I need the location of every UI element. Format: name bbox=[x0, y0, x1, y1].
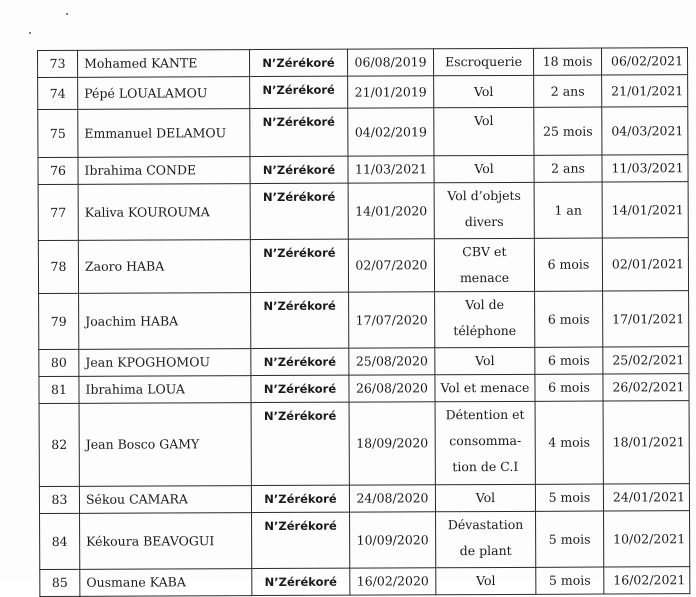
row-number: 82 bbox=[39, 403, 79, 486]
table-row bbox=[38, 75, 688, 110]
offense-label: Vol d’objets divers bbox=[434, 182, 534, 238]
row-number: 77 bbox=[38, 184, 78, 240]
row-number: 79 bbox=[39, 293, 79, 349]
detainee-name: Joachim HABA bbox=[79, 293, 251, 350]
row-number: 73 bbox=[38, 50, 78, 77]
table-row bbox=[39, 291, 689, 350]
city-label: N’Zérékoré bbox=[252, 568, 350, 595]
city-label: N’Zérékoré bbox=[251, 348, 349, 375]
start-date: 18/09/2020 bbox=[349, 402, 435, 485]
start-date: 14/01/2020 bbox=[348, 183, 434, 239]
city-label: N’Zérékoré bbox=[251, 375, 349, 402]
detainee-name: Ibrahima LOUA bbox=[79, 376, 251, 404]
detainee-name: Mohamed KANTE bbox=[78, 50, 250, 78]
row-number: 74 bbox=[38, 77, 78, 109]
detainee-name: Ousmane KABA bbox=[80, 569, 252, 597]
sentence-duration: 1 an bbox=[534, 182, 602, 238]
offense-label: Vol bbox=[436, 567, 536, 594]
city-label: N’Zérékoré bbox=[251, 485, 349, 512]
city-label: N’Zérékoré bbox=[250, 49, 348, 76]
start-date: 24/08/2020 bbox=[349, 485, 435, 512]
row-number: 83 bbox=[39, 486, 79, 513]
table-row bbox=[39, 484, 689, 514]
start-date: 06/08/2019 bbox=[347, 49, 433, 76]
start-date: 04/02/2019 bbox=[348, 108, 434, 156]
city-label: N’Zérékoré bbox=[250, 156, 348, 183]
release-date: 25/02/2021 bbox=[603, 347, 689, 374]
sentence-duration: 18 mois bbox=[533, 48, 601, 75]
table-body bbox=[38, 48, 690, 597]
sentence-duration: 6 mois bbox=[534, 238, 602, 291]
start-date: 21/01/2019 bbox=[348, 76, 434, 108]
sentence-duration: 6 mois bbox=[535, 347, 603, 374]
start-date: 10/09/2020 bbox=[350, 512, 436, 568]
table-row bbox=[38, 107, 688, 158]
scan-speck bbox=[66, 13, 68, 15]
row-number: 84 bbox=[40, 513, 80, 569]
detainee-name: Emmanuel DELAMOU bbox=[78, 109, 250, 158]
detainee-name: Pépé LOUALAMOU bbox=[78, 77, 250, 110]
city-label: N’Zérékoré bbox=[250, 239, 348, 292]
sentence-duration: 6 mois bbox=[535, 291, 603, 347]
table-row bbox=[38, 48, 688, 78]
detainee-register-table bbox=[37, 47, 690, 597]
start-date: 02/07/2020 bbox=[348, 239, 434, 292]
offense-label: Vol bbox=[434, 107, 534, 155]
release-date: 26/02/2021 bbox=[603, 374, 689, 401]
offense-label: Détention et consomma-tion de C.I bbox=[435, 401, 535, 484]
release-date: 21/01/2021 bbox=[602, 75, 688, 107]
sentence-duration: 2 ans bbox=[534, 155, 602, 182]
offense-label: Escroquerie bbox=[433, 48, 533, 75]
offense-label: Dévastation de plant bbox=[436, 511, 536, 567]
sentence-duration: 5 mois bbox=[536, 511, 604, 567]
release-date: 17/01/2021 bbox=[603, 291, 689, 347]
offense-label: Vol et menace bbox=[435, 374, 535, 401]
release-date: 11/03/2021 bbox=[602, 155, 688, 182]
table-row bbox=[39, 347, 689, 377]
table-row bbox=[40, 567, 690, 597]
offense-label: Vol bbox=[435, 347, 535, 374]
release-date: 02/01/2021 bbox=[602, 238, 688, 291]
release-date: 10/02/2021 bbox=[604, 511, 690, 567]
offense-label: Vol bbox=[434, 75, 534, 107]
city-label: N’Zérékoré bbox=[250, 76, 348, 108]
start-date: 25/08/2020 bbox=[349, 348, 435, 375]
city-label: N’Zérékoré bbox=[250, 183, 348, 239]
row-number: 81 bbox=[39, 376, 79, 403]
row-number: 75 bbox=[38, 109, 78, 157]
release-date: 16/02/2021 bbox=[604, 567, 690, 594]
table-row bbox=[40, 511, 690, 570]
detainee-name: Kaliva KOUROUMA bbox=[78, 184, 250, 241]
offense-label: Vol bbox=[435, 484, 535, 511]
offense-label: Vol bbox=[434, 155, 534, 182]
row-number: 76 bbox=[38, 157, 78, 184]
row-number: 85 bbox=[40, 569, 80, 596]
offense-label: CBV et menace bbox=[434, 238, 534, 291]
detainee-name: Kékoura BEAVOGUI bbox=[80, 513, 252, 570]
detainee-name: Ibrahima CONDE bbox=[78, 157, 250, 185]
release-date: 14/01/2021 bbox=[602, 182, 688, 238]
row-number: 80 bbox=[39, 349, 79, 376]
detainee-name: Jean Bosco GAMY bbox=[79, 403, 251, 487]
offense-label: Vol de téléphone bbox=[435, 291, 535, 347]
sentence-duration: 5 mois bbox=[535, 484, 603, 511]
start-date: 16/02/2020 bbox=[350, 568, 436, 595]
table-row bbox=[38, 155, 688, 185]
scan-speck bbox=[29, 32, 31, 34]
detainee-name: Jean KPOGHOMOU bbox=[79, 349, 251, 377]
city-label: N’Zérékoré bbox=[251, 402, 349, 485]
sentence-duration: 2 ans bbox=[534, 75, 602, 107]
city-label: N’Zérékoré bbox=[250, 108, 348, 156]
table-row bbox=[39, 374, 689, 404]
row-number: 78 bbox=[38, 240, 78, 293]
sentence-duration: 25 mois bbox=[534, 107, 602, 155]
detainee-name: Sékou CAMARA bbox=[79, 486, 251, 514]
start-date: 26/08/2020 bbox=[349, 375, 435, 402]
release-date: 06/02/2021 bbox=[601, 48, 687, 75]
start-date: 11/03/2021 bbox=[348, 156, 434, 183]
start-date: 17/07/2020 bbox=[349, 292, 435, 348]
sentence-duration: 5 mois bbox=[536, 567, 604, 594]
city-label: N’Zérékoré bbox=[252, 512, 350, 568]
release-date: 04/03/2021 bbox=[602, 107, 688, 155]
release-date: 24/01/2021 bbox=[603, 484, 689, 511]
table-row bbox=[38, 238, 688, 294]
detainee-name: Zaoro HABA bbox=[78, 240, 250, 294]
table-row bbox=[38, 182, 688, 241]
table-row bbox=[39, 401, 689, 487]
release-date: 18/01/2021 bbox=[603, 401, 689, 484]
city-label: N’Zérékoré bbox=[251, 292, 349, 348]
sentence-duration: 4 mois bbox=[535, 401, 603, 484]
sentence-duration: 6 mois bbox=[535, 374, 603, 401]
